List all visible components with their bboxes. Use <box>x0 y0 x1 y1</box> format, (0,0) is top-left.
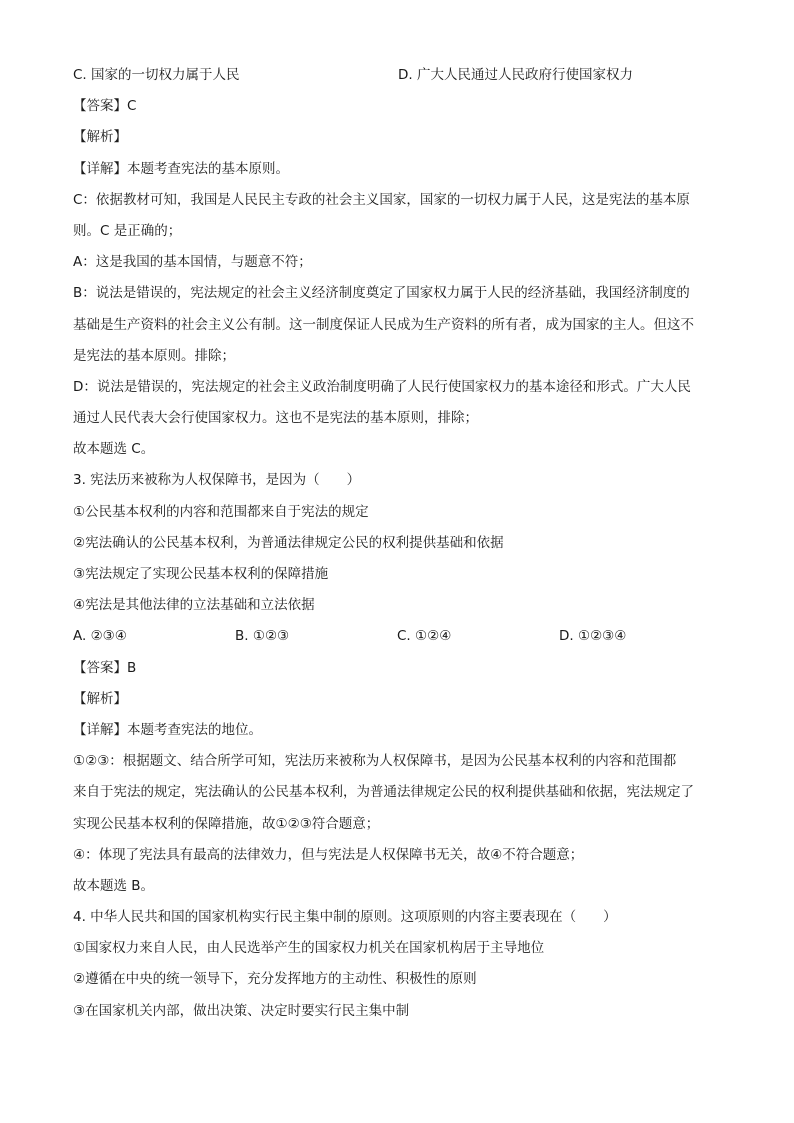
q3-stem: 3. 宪法历来被称为人权保障书，是因为（ ） <box>73 472 361 489</box>
q2-detail: 【详解】本题考查宪法的基本原则。 <box>73 160 289 177</box>
q3-answer: 【答案】B <box>73 659 137 676</box>
q3-analysis-label: 【解析】 <box>73 690 127 707</box>
q3-option-c: C. ①②④ <box>397 628 452 645</box>
q3-para-1-line1: ①②③：根据题文、结合所学可知，宪法历来被称为人权保障书，是因为公民基本权利的内容和范围都 <box>73 753 677 770</box>
q4-stem: 4. 中华人民共和国的国家机构实行民主集中制的原则。这项原则的内容主要表现在（ ） <box>73 909 617 926</box>
q2-answer: 【答案】C <box>73 98 137 115</box>
q2-option-c: C. 国家的一切权力属于人民 <box>73 67 240 83</box>
q3-para-1-line2: 来自于宪法的规定，宪法确认的公民基本权利，为普通法律规定公民的权利提供基础和依据，宪法规定了 <box>73 784 694 801</box>
document-page <box>73 64 723 1031</box>
q2-conclusion: 故本题选 C。 <box>73 441 155 458</box>
q3-para-1-line3: 实现公民基本权利的保障措施，故①②③符合题意； <box>73 815 380 832</box>
q2-para-b-line1: B：说法是错误的，宪法规定的社会主义经济制度奠定了国家权力属于人民的经济基础，我国经济制度的 <box>73 285 690 302</box>
q2-para-d-line1: D：说法是错误的，宪法规定的社会主义政治制度明确了人民行使国家权力的基本途径和形式。广大人民 <box>73 378 691 395</box>
q2-para-b-line3: 是宪法的基本原则。排除； <box>73 347 235 364</box>
q2-para-a: A：这是我国的基本国情，与题意不符； <box>73 254 312 271</box>
q3-detail: 【详解】本题考查宪法的地位。 <box>73 721 262 738</box>
q3-option-a: A. ②③④ <box>73 628 127 645</box>
q3-conclusion: 故本题选 B。 <box>73 877 155 894</box>
q3-options-row <box>73 625 723 656</box>
q3-option-d: D. ①②③④ <box>559 628 627 645</box>
q2-options-row <box>73 64 723 95</box>
q2-para-c-line2: 则。C 是正确的； <box>73 222 182 239</box>
q2-para-b-line2: 基础是生产资料的社会主义公有制。这一制度保证人民成为生产资料的所有者，成为国家的主人。但这不 <box>73 316 694 333</box>
q4-item-3: ③在国家机关内部，做出决策、决定时要实行民主集中制 <box>73 1002 410 1019</box>
q2-option-d: D. 广大人民通过人民政府行使国家权力 <box>398 67 633 83</box>
q3-item-3: ③宪法规定了实现公民基本权利的保障措施 <box>73 566 329 582</box>
q4-item-2: ②遵循在中央的统一领导下，充分发挥地方的主动性、积极性的原则 <box>73 971 477 988</box>
q2-para-d-line2: 通过人民代表大会行使国家权力。这也不是宪法的基本原则，排除； <box>73 410 478 427</box>
q3-option-b: B. ①②③ <box>235 628 290 645</box>
q3-item-4: ④宪法是其他法律的立法基础和立法依据 <box>73 597 315 614</box>
q3-item-1: ①公民基本权利的内容和范围都来自于宪法的规定 <box>73 503 369 520</box>
q3-item-2: ②宪法确认的公民基本权利，为普通法律规定公民的权利提供基础和依据 <box>73 534 504 551</box>
q3-para-2: ④：体现了宪法具有最高的法律效力，但与宪法是人权保障书无关，故④不符合题意； <box>73 846 584 863</box>
q2-para-c-line1: C：依据教材可知，我国是人民民主专政的社会主义国家，国家的一切权力属于人民，这是宪法的基本原 <box>73 191 690 208</box>
q2-analysis-label: 【解析】 <box>73 129 127 146</box>
q4-item-1: ①国家权力来自人民，由人民选举产生的国家权力机关在国家机构居于主导地位 <box>73 940 545 957</box>
